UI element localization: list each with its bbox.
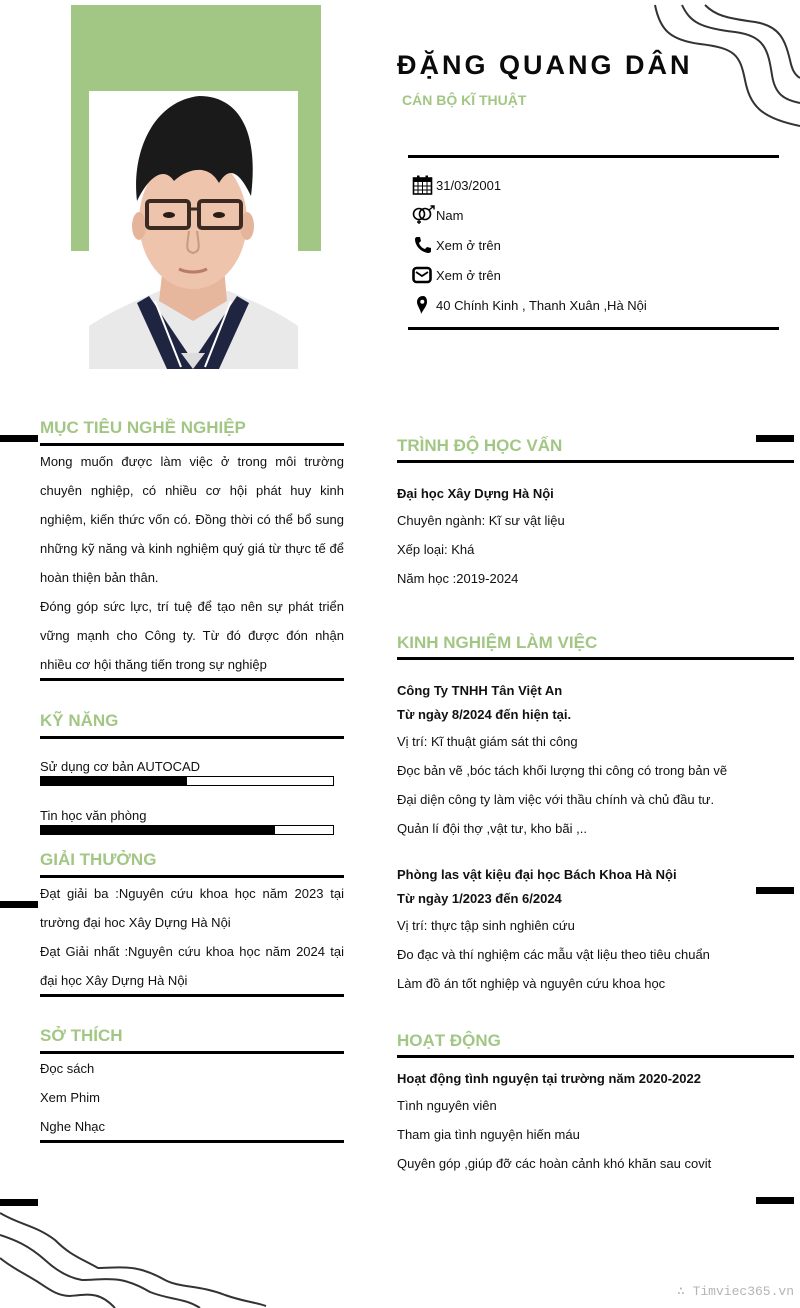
section-rule	[40, 678, 344, 681]
hobbies-list	[40, 1054, 105, 1141]
objective-text	[40, 447, 344, 679]
section-rule	[397, 657, 794, 660]
gender-icon	[412, 204, 436, 226]
section-rule	[397, 460, 794, 463]
contact-address	[412, 290, 647, 320]
activity-line: Tình nguyên viên	[397, 1098, 497, 1113]
job-line: Đọc bản vẽ ,bóc tách khối lượng thi công có trong bản vẽ	[397, 763, 728, 778]
experience-job	[397, 863, 710, 998]
decorative-marker	[756, 435, 794, 442]
company-name: Công Ty TNHH Tân Việt An	[397, 683, 563, 698]
contact-info	[412, 170, 647, 320]
section-rule	[40, 1140, 344, 1143]
job-line: Vị trí: Kĩ thuật giám sát thi công	[397, 734, 578, 749]
job-line: Làm đồ án tốt nghiệp và nguyên cứu khoa học	[397, 976, 666, 991]
objective-paragraph: Mong muốn được làm việc ở trong môi trường chuyên nghiệp, có nhiều cơ hội phát huy kinh nghiệm, kiến thức vốn có. Đồng thời có thể bổ sung những kỹ năng và kinh nghiệm quý giá từ thực tế để hoàn thiện bản thân.	[40, 454, 344, 585]
section-title-education: TRÌNH ĐỘ HỌC VẤN	[397, 436, 563, 455]
section-rule	[40, 994, 344, 997]
decorative-marker	[0, 901, 38, 908]
envelope-icon	[412, 264, 436, 286]
objective-paragraph: Đóng góp sức lực, trí tuệ để tạo nên sự phát triển vững mạnh cho Công ty. Từ đó được đón nhận nhiều cơ hội thăng tiến trong sự nghiệp	[40, 599, 344, 672]
job-line: Đo đạc và thí nghiệm các mẫu vật liệu theo tiêu chuẩn	[397, 947, 710, 962]
address-value: 40 Chính Kinh , Thanh Xuân ,Hà Nội	[436, 297, 647, 313]
section-title-objective: MỤC TIÊU NGHỀ NGHIỆP	[40, 418, 246, 437]
contact-birthday	[412, 170, 647, 200]
section-title-activities: HOẠT ĐỘNG	[397, 1031, 501, 1050]
skill-bar-autocad	[40, 776, 334, 786]
birthday-value: 31/03/2001	[436, 177, 502, 193]
phone-value: Xem ở trên	[436, 237, 501, 253]
section-rule	[40, 736, 344, 739]
section-rule	[40, 443, 344, 446]
section-title-hobbies: SỞ THÍCH	[40, 1026, 123, 1045]
activities-list	[397, 1067, 711, 1178]
gender-value: Nam	[436, 207, 464, 223]
watermark: ∴ Timviec365.vn	[676, 1284, 794, 1299]
skill-bar-fill	[41, 826, 275, 834]
section-title-experience: KINH NGHIỆM LÀM VIỆC	[397, 633, 598, 652]
job-period: Từ ngày 1/2023 đến 6/2024	[397, 891, 562, 906]
hobby-item: Xem Phim	[40, 1090, 100, 1105]
decorative-marker	[756, 887, 794, 894]
contact-gender	[412, 200, 647, 230]
activity-line: Quyên góp ,giúp đỡ các hoàn cảnh khó khăn sau covit	[397, 1156, 712, 1171]
activity-line: Tham gia tình nguyện hiến máu	[397, 1127, 580, 1142]
portrait-illustration	[89, 91, 298, 369]
calendar-icon	[412, 174, 436, 196]
email-value: Xem ở trên	[436, 267, 501, 283]
experience-job	[397, 679, 727, 843]
contact-divider-top	[408, 155, 779, 158]
job-line: Vị trí: thực tập sinh nghiên cứu	[397, 918, 575, 933]
decorative-marker	[0, 435, 38, 442]
job-line: Đại diện công ty làm việc với thầu chính và chủ đầu tư.	[397, 792, 715, 807]
skill-bar-office	[40, 825, 334, 835]
section-title-skills: KỸ NĂNG	[40, 711, 119, 730]
skill-label: Sử dụng cơ bản AUTOCAD	[40, 759, 201, 774]
education-list	[397, 482, 565, 593]
education-line: Xếp loại: Khá	[397, 542, 475, 557]
contact-phone	[412, 230, 647, 260]
hobby-item: Đọc sách	[40, 1061, 95, 1076]
awards-list	[40, 879, 344, 995]
school-name: Đại học Xây Dựng Hà Nội	[397, 486, 554, 501]
decorative-marker	[756, 1197, 794, 1204]
contact-divider-bottom	[408, 327, 779, 330]
job-period: Từ ngày 8/2024 đến hiện tại.	[397, 707, 572, 722]
section-title-awards: GIẢI THƯỞNG	[40, 850, 157, 869]
award-item: Đạt giải ba :Nguyên cứu khoa học năm 2023 tại trường đại hoc Xây Dựng Hà Nội	[40, 886, 344, 930]
education-line: Chuyên ngành: Kĩ sư vật liệu	[397, 513, 565, 528]
hobby-item: Nghe Nhạc	[40, 1119, 106, 1134]
job-title: CÁN BỘ KĨ THUẬT	[402, 92, 527, 108]
section-rule	[40, 875, 344, 878]
phone-icon	[412, 234, 436, 256]
candidate-name: ĐẶNG QUANG DÂN	[397, 50, 693, 80]
skill-bar-fill	[41, 777, 187, 785]
map-pin-icon	[412, 294, 436, 316]
decorative-waves-bottom-left	[0, 1210, 280, 1308]
education-line: Năm học :2019-2024	[397, 571, 519, 586]
profile-photo	[89, 91, 298, 369]
job-line: Quản lí đội thợ ,vật tư, kho bãi ,..	[397, 821, 587, 836]
decorative-marker	[0, 1199, 38, 1206]
section-rule	[397, 1055, 794, 1058]
award-item: Đạt Giải nhất :Nguyên cứu khoa học năm 2024 tại đại học Xây Dựng Hà Nội	[40, 944, 344, 988]
skill-label: Tin học văn phòng	[40, 808, 147, 823]
activity-heading: Hoạt động tình nguyện tại trường năm 2020-2022	[397, 1071, 701, 1086]
company-name: Phòng las vật kiệu đại học Bách Khoa Hà Nội	[397, 867, 677, 882]
contact-email	[412, 260, 647, 290]
